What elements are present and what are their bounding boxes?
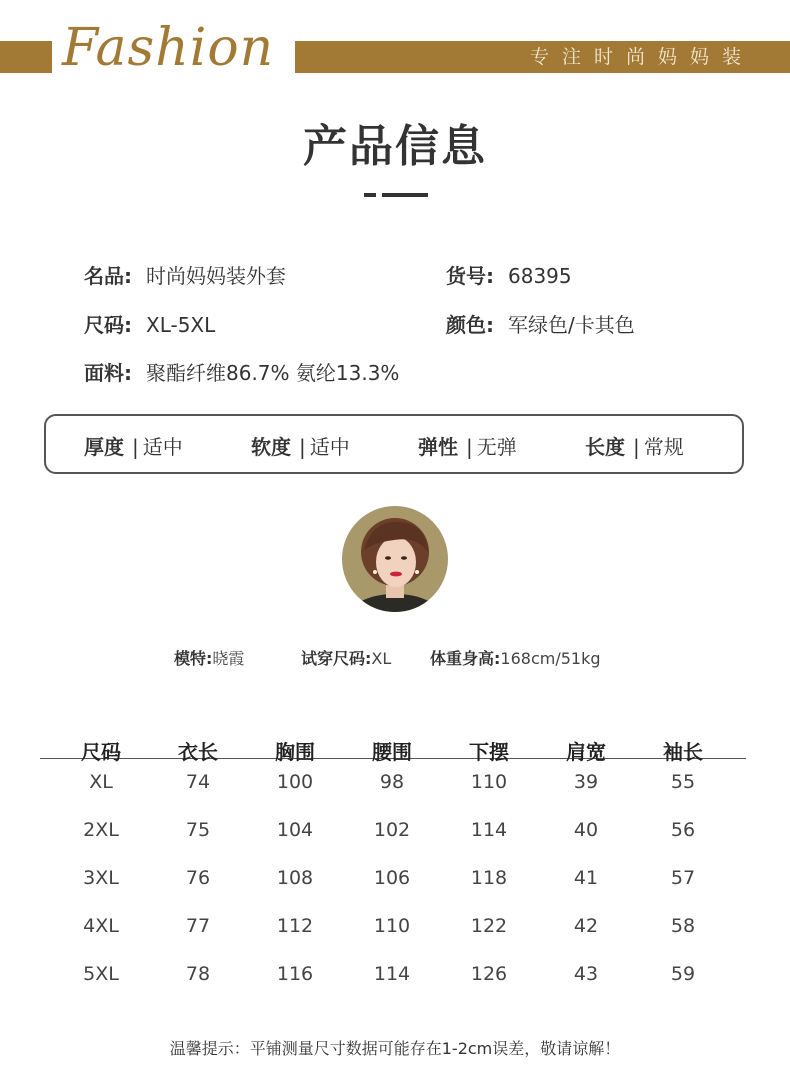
table-cell: 41 (573, 867, 599, 889)
table-row (40, 951, 746, 999)
model-trial-size (301, 646, 391, 669)
model-trial-value: XL (371, 649, 392, 668)
table-cell: 57 (670, 867, 696, 889)
info-name-label: 名品: (84, 264, 132, 288)
table-row (40, 759, 746, 807)
property-length (585, 431, 684, 460)
table-cell: 110 (470, 771, 508, 793)
table-cell: 2XL (83, 819, 119, 841)
table-cell: 78 (185, 963, 211, 985)
property-separator: | (633, 435, 640, 459)
table-cell: 55 (670, 771, 696, 793)
table-cell: 114 (373, 963, 411, 985)
table-cell: 43 (573, 963, 599, 985)
table-cell: 39 (573, 771, 599, 793)
info-sku-label: 货号: (446, 264, 494, 288)
property-elasticity (418, 431, 517, 460)
table-cell: 4XL (83, 915, 119, 937)
info-fabric (84, 357, 399, 386)
table-row (40, 807, 746, 855)
info-size-label: 尺码: (84, 313, 132, 337)
property-value: 适中 (309, 435, 350, 459)
table-cell: 104 (276, 819, 314, 841)
table-cell: 110 (373, 915, 411, 937)
info-color (446, 309, 635, 338)
property-value: 适中 (142, 435, 183, 459)
table-row (40, 855, 746, 903)
header-cell: 肩宽 (566, 740, 606, 764)
table-cell: 122 (470, 915, 508, 937)
info-sku-value: 68395 (508, 264, 572, 288)
size-table (40, 724, 746, 999)
table-cell: XL (89, 771, 113, 793)
header-bar-left (0, 41, 52, 73)
info-color-label: 颜色: (446, 313, 494, 337)
table-cell: 42 (573, 915, 599, 937)
header-cell: 衣长 (178, 740, 218, 764)
property-separator: | (132, 435, 139, 459)
property-thickness (84, 431, 183, 460)
table-cell: 77 (185, 915, 211, 937)
table-cell: 59 (670, 963, 696, 985)
info-size-value: XL-5XL (146, 313, 216, 337)
table-cell: 108 (276, 867, 314, 889)
title-divider-short (364, 193, 376, 197)
property-value: 无弹 (476, 435, 517, 459)
property-value: 常规 (643, 435, 684, 459)
table-cell: 5XL (83, 963, 119, 985)
header-cell: 腰围 (372, 740, 412, 764)
info-size (84, 309, 215, 338)
info-name-value: 时尚妈妈装外套 (146, 264, 286, 288)
property-softness (251, 431, 350, 460)
model-name-value: 晓霞 (212, 649, 245, 668)
model-body (430, 646, 601, 669)
table-cell: 114 (470, 819, 508, 841)
table-cell: 102 (373, 819, 411, 841)
table-cell: 76 (185, 867, 211, 889)
model-name-label: 模特: (174, 649, 213, 668)
info-fabric-label: 面料: (84, 361, 132, 385)
table-cell: 106 (373, 867, 411, 889)
header-cell: 袖长 (663, 740, 703, 764)
info-color-value: 军绿色/卡其色 (508, 313, 635, 337)
table-cell: 40 (573, 819, 599, 841)
size-table-header (40, 724, 746, 764)
title-divider-long (382, 193, 428, 197)
measurement-note: 温馨提示：平铺测量尺寸数据可能存在1-2cm误差，敬请谅解！ (169, 1039, 621, 1058)
property-label: 软度 (251, 435, 291, 459)
properties-box (44, 414, 744, 474)
info-fabric-value: 聚酯纤维86.7% 氨纶13.3% (146, 361, 400, 385)
table-cell: 118 (470, 867, 508, 889)
property-label: 弹性 (418, 435, 458, 459)
header-slogan: 专注时尚妈妈装 (529, 46, 754, 68)
property-separator: | (299, 435, 306, 459)
property-label: 长度 (585, 435, 625, 459)
table-cell: 56 (670, 819, 696, 841)
model-body-value: 168cm/51kg (500, 649, 601, 668)
table-cell: 112 (276, 915, 314, 937)
model-avatar (342, 506, 448, 612)
page-title: 产品信息 (303, 121, 487, 172)
header-cell: 下摆 (469, 740, 509, 764)
model-name (174, 646, 244, 669)
info-sku (446, 260, 572, 289)
property-label: 厚度 (84, 435, 124, 459)
table-cell: 3XL (83, 867, 119, 889)
model-body-label: 体重身高: (430, 649, 501, 668)
table-cell: 100 (276, 771, 314, 793)
table-cell: 126 (470, 963, 508, 985)
table-cell: 58 (670, 915, 696, 937)
table-cell: 75 (185, 819, 211, 841)
header-cell: 尺码 (81, 740, 121, 764)
brand-logo: Fashion (62, 18, 275, 78)
table-cell: 74 (185, 771, 211, 793)
model-trial-label: 试穿尺码: (301, 649, 372, 668)
table-cell: 116 (276, 963, 314, 985)
info-name (84, 260, 286, 289)
property-separator: | (466, 435, 473, 459)
header-cell: 胸围 (275, 740, 315, 764)
table-cell: 98 (379, 771, 405, 793)
table-row (40, 903, 746, 951)
